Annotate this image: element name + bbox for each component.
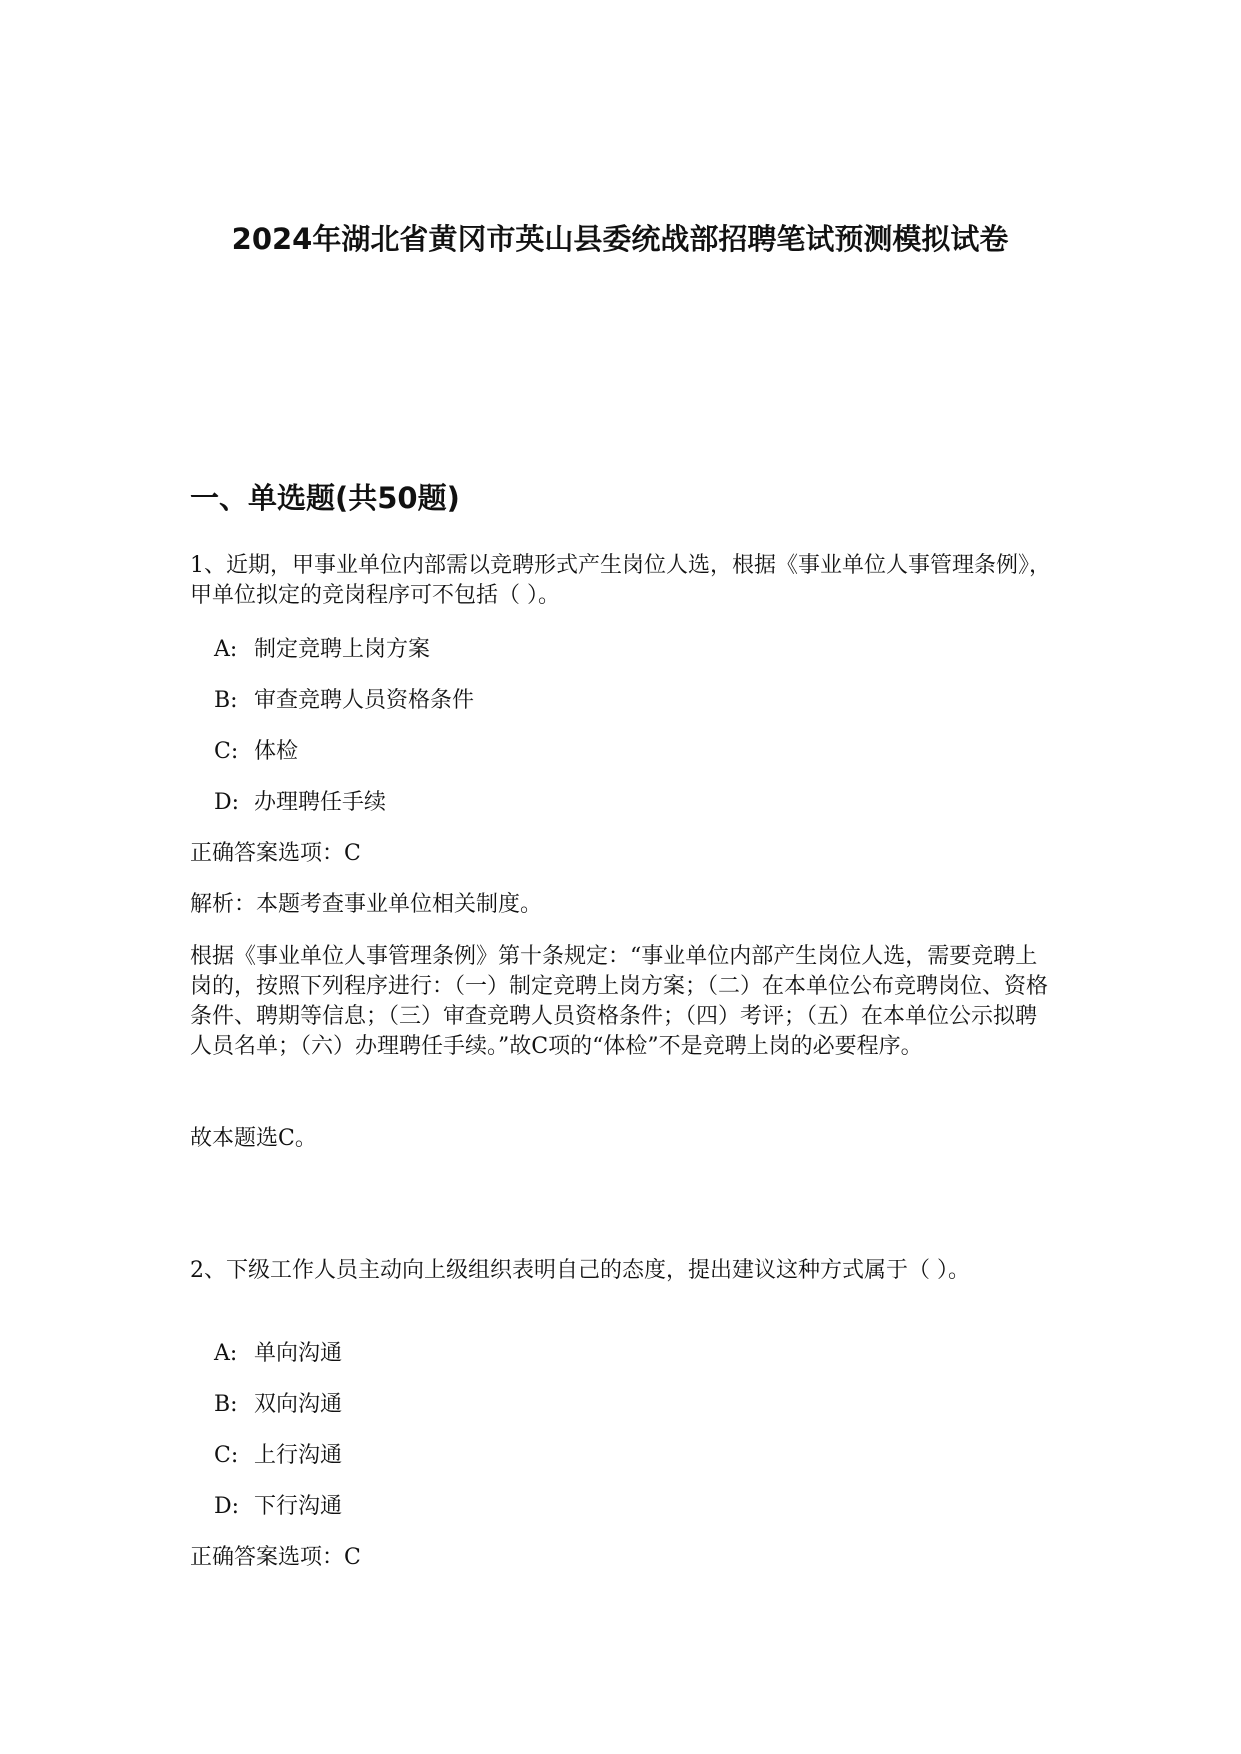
question-1-option-b[interactable] [214,686,474,716]
question-1-option-a[interactable] [214,635,430,665]
option-letter: D: [214,790,240,815]
document-title: 2024年湖北省黄冈市英山县委统战部招聘笔试预测模拟试卷 [231,222,1009,256]
option-letter: C: [214,739,239,764]
section-heading: 一、单选题(共50题) [190,481,460,515]
question-1-option-d[interactable] [214,788,386,818]
option-letter: A: [214,637,238,662]
option-text: 体检 [254,739,299,764]
option-text: 下行沟通 [254,1494,343,1519]
option-text: 办理聘任手续 [254,790,387,815]
option-text: 审查竞聘人员资格条件 [254,688,475,713]
option-letter: A: [214,1341,238,1366]
question-2-option-d[interactable] [214,1492,342,1522]
question-2-answer: 正确答案选项：C [190,1545,361,1570]
option-letter: B: [214,1392,238,1417]
question-2-option-b[interactable] [214,1390,342,1420]
question-2-option-a[interactable] [214,1339,342,1369]
option-letter: B: [214,688,238,713]
question-2-option-c[interactable] [214,1441,342,1471]
option-text: 上行沟通 [254,1443,343,1468]
option-text: 单向沟通 [254,1341,343,1366]
question-1-option-c[interactable] [214,737,298,767]
question-2-stem: 2、下级工作人员主动向上级组织表明自己的态度，提出建议这种方式属于（ ）。 [190,1258,970,1283]
question-1-stem: 1、近期，甲事业单位内部需以竞聘形式产生岗位人选，根据《事业单位人事管理条例》，甲单位拟定的竞岗程序可不包括（ ）。 [190,553,1052,608]
option-letter: C: [214,1443,239,1468]
option-text: 双向沟通 [254,1392,343,1417]
question-1-answer: 正确答案选项：C [190,841,361,866]
option-text: 制定竞聘上岗方案 [254,637,431,662]
question-1-analysis: 解析：本题考查事业单位相关制度。 [190,892,543,917]
option-letter: D: [214,1494,240,1519]
question-1-conclusion: 故本题选C。 [190,1126,317,1151]
question-1-explanation: 根据《事业单位人事管理条例》第十条规定：“事业单位内部产生岗位人选，需要竞聘上岗的，按照下列程序进行：（一）制定竞聘上岗方案；（二）在本单位公布竞聘岗位、资格条件、聘期等信息；（三）审查竞聘人员资格条件；（四）考评；（五）在本单位公示拟聘人员名单；（六）办理聘任手续。”故C项的“体检”不是竞聘上岗的必要程序。 [190,944,1049,1059]
